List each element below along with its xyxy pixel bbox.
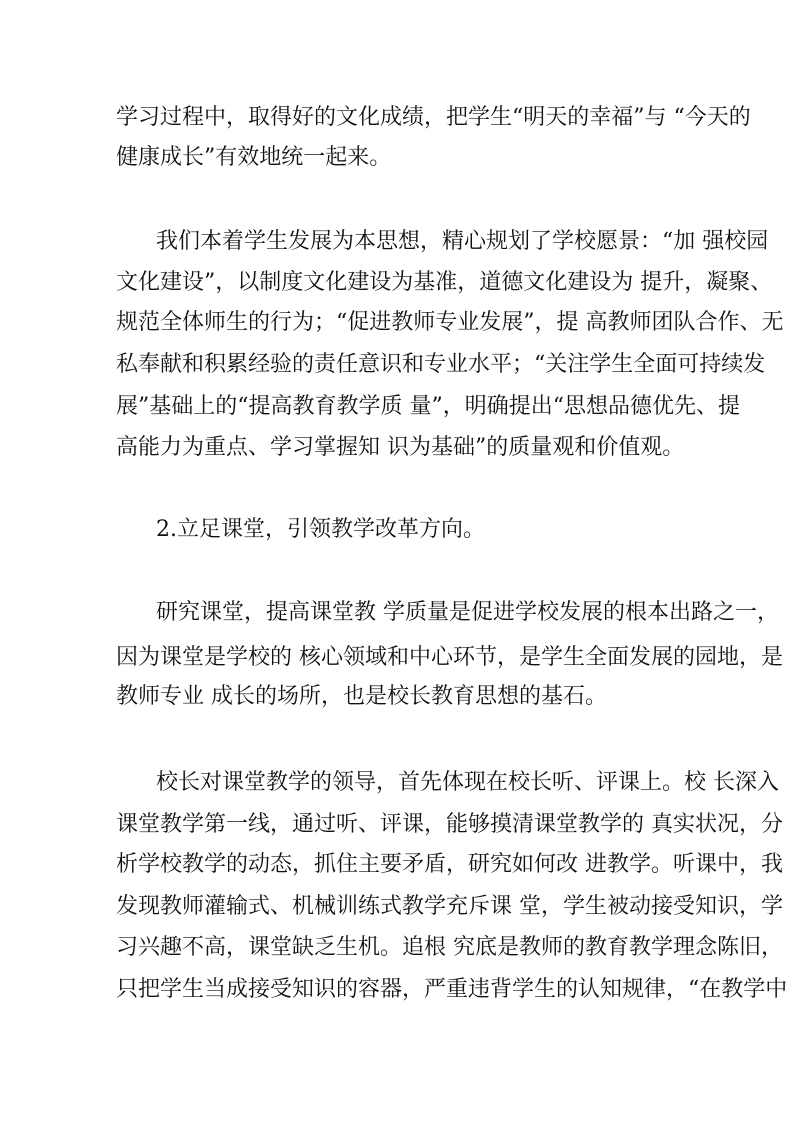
text-line: 健康成长”有效地统一起来。 <box>116 145 392 170</box>
text-line: 私奉献和积累经验的责任意识和专业水平；“关注学生全面可持续发 <box>116 352 766 377</box>
text-line: 因为课堂是学校的 核心领域和中心环节，是学生全面发展的园地，是 <box>116 645 783 670</box>
text-line: 课堂教学第一线，通过听、评课，能够摸清课堂教学的 真实状况，分 <box>116 812 783 837</box>
text-line: 校长对课堂教学的领导，首先体现在校长听、评课上。校 长深入 <box>156 770 779 795</box>
text-line: 研究课堂，提高课堂教 学质量是促进学校发展的根本出路之一， <box>156 600 779 625</box>
text-line: 只把学生当成接受知识的容器，严重违背学生的认知规律，“在教学中 <box>116 977 788 1002</box>
section-heading: 2.立足课堂，引领教学改革方向。 <box>156 517 485 542</box>
text-line: 规范全体师生的行为；“促进教师专业发展”，提 高教师团队合作、无 <box>116 310 784 335</box>
text-line: 文化建设”，以制度文化建设为基准，道德文化建设为 提升，凝聚、 <box>116 270 773 295</box>
text-line: 习兴趣不高，课堂缺乏生机。追根 究底是教师的教育教学理念陈旧， <box>116 935 783 960</box>
text-line: 高能力为重点、学习掌握知 识为基础”的质量观和价值观。 <box>116 435 685 460</box>
text-line: 我们本着学生发展为本思想，精心规划了学校愿景：“加 强校园 <box>156 229 769 254</box>
text-line: 析学校教学的动态，抓住主要矛盾，研究如何改 进教学。听课中，我 <box>116 852 783 877</box>
text-line: 学习过程中，取得好的文化成绩，把学生“明天的幸福”与 “今天的 <box>116 105 751 130</box>
text-line: 展”基础上的“提高教育教学质 量”，明确提出“思想品德优先、提 <box>116 394 740 419</box>
text-line: 教师专业 成长的场所，也是校长教育思想的基石。 <box>116 684 607 709</box>
text-line: 发现教师灌输式、机械训练式教学充斥课 堂，学生被动接受知识，学 <box>116 894 783 919</box>
